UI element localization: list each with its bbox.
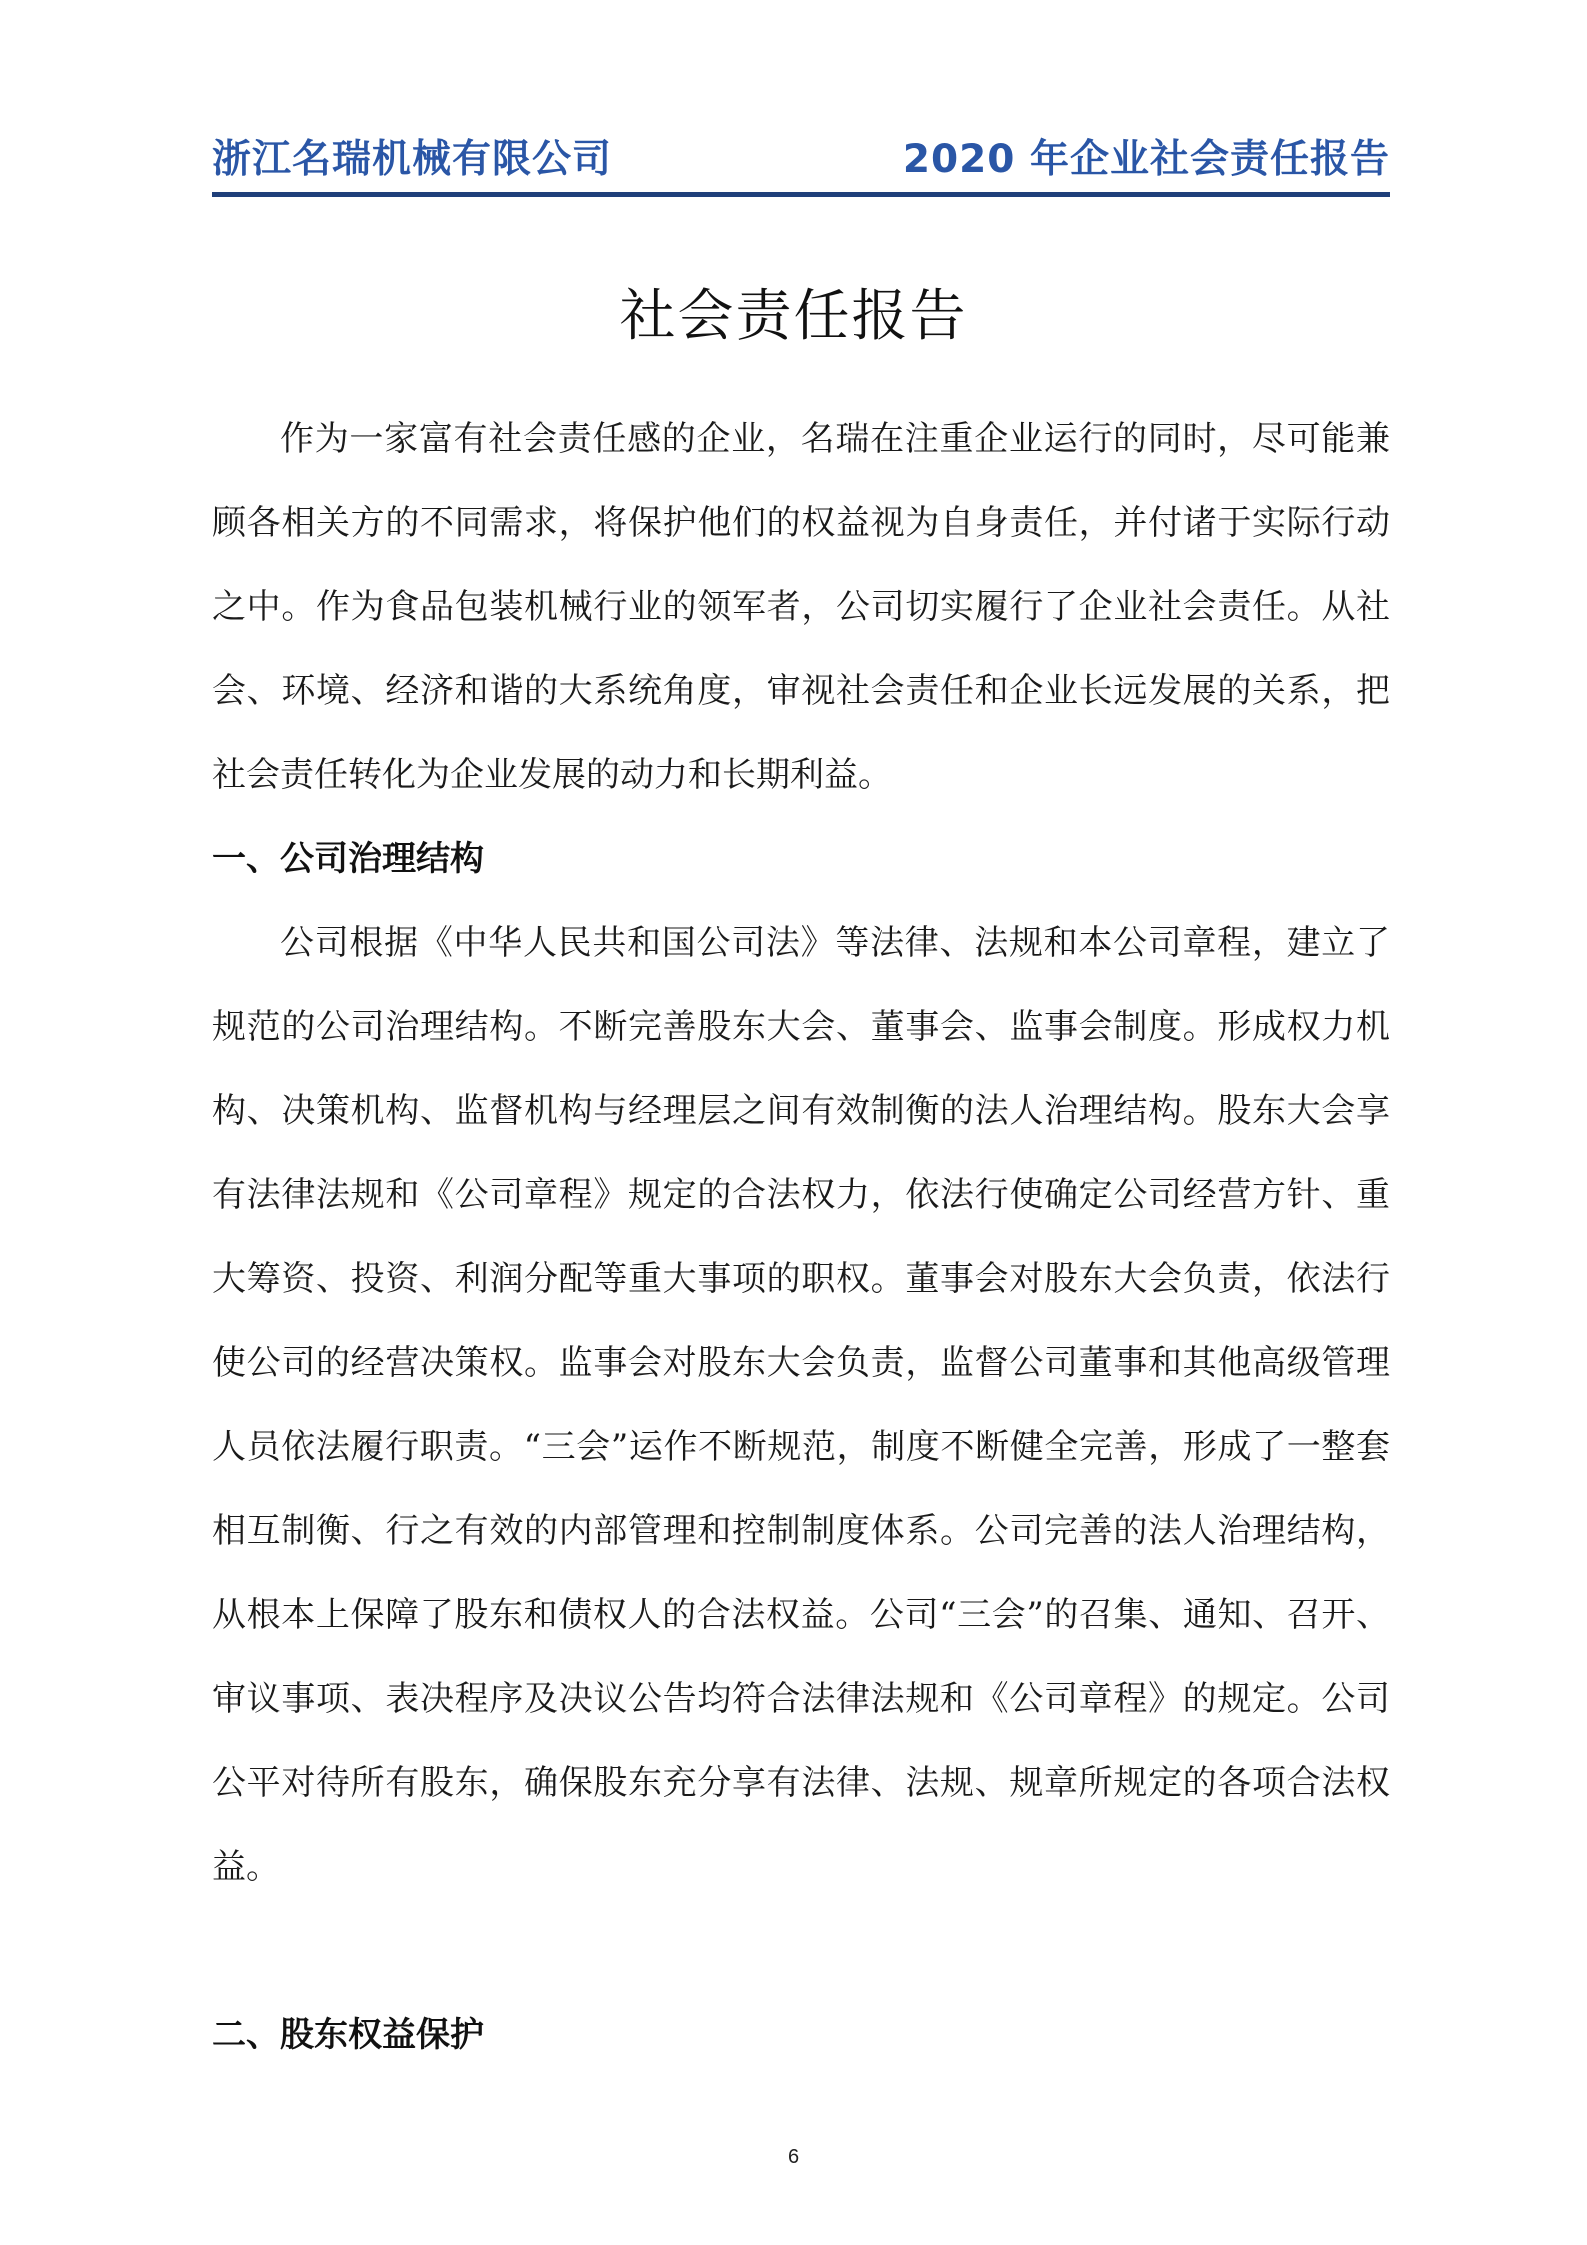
section-heading-shareholder-rights: 二、股东权益保护 (212, 2015, 484, 2055)
document-title: 社会责任报告 (619, 284, 968, 349)
governance-paragraph: 公司根据《中华人民共和国公司法》等法律、法规和本公司章程，建立了规范的公司治理结构。不断完善股东大会、董事会、监事会制度。形成权力机构、决策机构、监督机构与经理层之间有效制衡的法人治理结构。股东大会享有法律法规和《公司章程》规定的合法权力，依法行使确定公司经营方针、重大筹资、投资、利润分配等重大事项的职权。董事会对股东大会负责，依法行使公司的经营决策权。监事会对股东大会负责，监督公司董事和其他高级管理人员依法履行职责。“三会”运作不断规范，制度不断健全完善，形成了一整套相互制衡、行之有效的内部管理和控制制度体系。公司完善的法人治理结构，从根本上保障了股东和债权人的合法权益。公司“三会”的召集、通知、召开、审议事项、表决程序及决议公告均符合法律法规和《公司章程》的规定。公司公平对待所有股东，确保股东充分享有法律、法规、规章所规定的各项合法权益。 (212, 923, 1390, 1887)
page-header (212, 112, 1390, 197)
intro-paragraph: 作为一家富有社会责任感的企业，名瑞在注重企业运行的同时，尽可能兼顾各相关方的不同需求，将保护他们的权益视为自身责任，并付诸于实际行动之中。作为食品包装机械行业的领军者，公司切实履行了企业社会责任。从社会、环境、经济和谐的大系统角度，审视社会责任和企业长远发展的关系，把社会责任转化为企业发展的动力和长期利益。 (212, 419, 1390, 795)
section-heading-governance: 一、公司治理结构 (212, 839, 484, 879)
document-body (212, 397, 1390, 2077)
header-company-name: 浙江名瑞机械有限公司 (212, 137, 613, 182)
section-spacer (212, 1909, 1390, 1993)
page-number: 6 (787, 2146, 800, 2168)
header-report-title: 2020 年企业社会责任报告 (902, 137, 1390, 182)
